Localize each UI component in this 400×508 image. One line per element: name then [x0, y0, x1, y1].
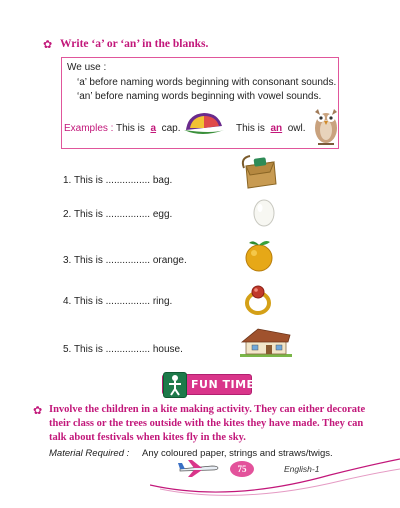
airplane-icon: [176, 458, 220, 478]
owl-picture: [312, 104, 340, 146]
flower-bullet-icon: ✿: [43, 39, 53, 51]
materials-label: Material Required :: [49, 448, 130, 459]
question-4: 4. This is ................ ring.: [63, 296, 173, 307]
instruction-heading: Write ‘a’ or ‘an’ in the blanks.: [60, 38, 209, 50]
example-owl-suffix: owl.: [287, 123, 306, 134]
ring-picture: [244, 283, 272, 315]
fun-time-label: FUN TIME: [191, 378, 255, 391]
figure-icon: [163, 372, 187, 398]
materials-text: Any coloured paper, strings and straws/twigs.: [142, 448, 333, 459]
bag-picture: [240, 152, 280, 192]
book-title: English-1: [284, 464, 320, 474]
question-3: 3. This is ................ orange.: [63, 255, 187, 266]
orange-picture: [243, 237, 275, 273]
rule-line-a: ‘a’ before naming words beginning with consonant sounds.: [77, 77, 337, 88]
fun-time-badge: [162, 374, 255, 395]
question-2: 2. This is ................ egg.: [63, 209, 173, 220]
activity-text: Involve the children in a kite making activity. They can either decorate their class or the trees outside with the kites they have made. They can talk about festivals when kites fly in the sky.: [49, 404, 366, 443]
example-owl: [236, 123, 306, 134]
page-number: 75: [230, 461, 254, 477]
flower-bullet-icon: ✿: [33, 405, 43, 417]
house-picture: [238, 325, 294, 359]
question-5: 5. This is ................ house.: [63, 344, 183, 355]
example-cap-suffix: cap.: [161, 123, 181, 134]
examples-label: Examples :: [64, 123, 114, 134]
question-1: 1. This is ................ bag.: [63, 175, 173, 186]
example-owl-article: an: [270, 123, 283, 134]
example-cap-prefix: This is: [116, 123, 145, 134]
example-cap-article: a: [150, 123, 157, 134]
example-cap: [116, 123, 181, 134]
rules-title: We use :: [67, 62, 107, 73]
rule-line-an: ‘an’ before naming words beginning with vowel sounds.: [77, 91, 322, 102]
example-owl-prefix: This is: [236, 123, 265, 134]
egg-picture: [252, 196, 276, 228]
cap-picture: [182, 108, 226, 140]
